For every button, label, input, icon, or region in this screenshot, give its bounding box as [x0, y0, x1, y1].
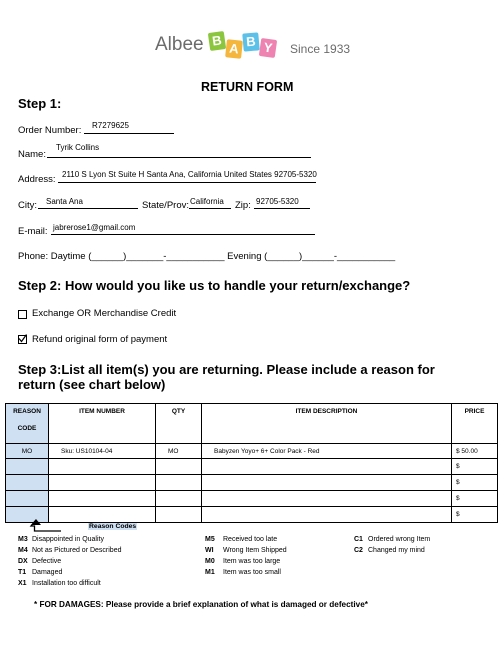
logo-block-b1: B — [208, 31, 226, 51]
email-line — [51, 234, 315, 235]
state-line — [189, 208, 231, 209]
step3-heading-line2: return (see chart below) — [18, 377, 166, 392]
row-description[interactable] — [202, 507, 452, 523]
reason-code-item: M4 Not as Pictured or Described — [18, 547, 122, 554]
address-value[interactable]: 2110 S Lyon St Suite H Santa Ana, California United States 92705-5320 — [62, 170, 317, 179]
city-value[interactable]: Santa Ana — [46, 197, 83, 206]
reason-code-item: DX Defective — [18, 558, 62, 565]
phone-line[interactable]: Phone: Daytime (______)_______-___________ Evening (______)______-___________ — [18, 251, 396, 262]
table-row — [6, 507, 498, 523]
logo-block-b2: B — [242, 32, 260, 51]
table-row — [6, 444, 498, 459]
row-qty[interactable] — [156, 475, 202, 491]
header-qty: QTY — [156, 404, 202, 444]
damages-note: * FOR DAMAGES: Please provide a brief explanation of what is damaged or defective* — [34, 600, 368, 609]
step1-heading: Step 1: — [18, 96, 62, 111]
address-line — [58, 182, 316, 183]
reason-code-item: C2 Changed my mind — [354, 547, 425, 554]
step3-heading-line1: Step 3:List all item(s) you are returning. Please include a reason for — [18, 362, 435, 377]
reason-code-item: WI Wrong Item Shipped — [205, 547, 287, 554]
order-number-value[interactable]: R7279625 — [92, 121, 129, 130]
state-value[interactable]: California — [190, 197, 224, 206]
header-item-description: ITEM DESCRIPTION — [202, 404, 452, 444]
exchange-option-label: Exchange OR Merchandise Credit — [32, 308, 177, 319]
header-reason-code: REASON CODE — [6, 404, 49, 444]
name-label: Name: — [18, 149, 46, 160]
row-item-number[interactable] — [49, 475, 156, 491]
check-mark-icon — [18, 334, 27, 343]
row-item-number[interactable]: Sku: US10104-04 — [49, 444, 156, 459]
row-item-number[interactable] — [49, 491, 156, 507]
row-description[interactable] — [202, 459, 452, 475]
reason-code-item: C1 Ordered wrong Item — [354, 536, 431, 543]
order-number-line — [84, 133, 174, 134]
table-row — [6, 459, 498, 475]
zip-line — [254, 208, 310, 209]
row-price[interactable]: $ — [452, 459, 498, 475]
state-label: State/Prov: — [142, 200, 189, 211]
header-price: PRICE — [452, 404, 498, 444]
city-label: City: — [18, 200, 37, 211]
row-qty[interactable] — [156, 491, 202, 507]
reason-code-item: M5 Received too late — [205, 536, 278, 543]
reason-code-item: T1 Damaged — [18, 569, 63, 576]
up-arrow-icon — [28, 519, 64, 533]
row-qty[interactable] — [156, 507, 202, 523]
return-items-table — [5, 403, 498, 523]
step2-heading: Step 2: How would you like us to handle your return/exchange? — [18, 278, 411, 293]
form-title: RETURN FORM — [201, 80, 294, 94]
row-description[interactable]: Babyzen Yoyo+ 6+ Color Pack - Red — [202, 444, 452, 459]
row-qty[interactable] — [156, 459, 202, 475]
row-price[interactable]: $ — [452, 507, 498, 523]
table-row — [6, 491, 498, 507]
zip-value[interactable]: 92705-5320 — [256, 197, 299, 206]
reason-code-item: M0 Item was too large — [205, 558, 281, 565]
name-line — [47, 157, 311, 158]
row-item-number[interactable] — [49, 459, 156, 475]
row-description[interactable] — [202, 475, 452, 491]
logo-block-y: Y — [259, 38, 277, 58]
row-price[interactable]: $ — [452, 475, 498, 491]
reason-code-item: M3 Disappointed in Quality — [18, 536, 104, 543]
row-reason-code[interactable]: MO — [6, 444, 49, 459]
email-label: E-mail: — [18, 226, 48, 237]
row-price[interactable]: $ 50.00 — [452, 444, 498, 459]
refund-checkbox[interactable] — [18, 335, 27, 344]
table-row — [6, 475, 498, 491]
email-value[interactable]: jabrerose1@gmail.com — [53, 223, 136, 232]
name-value[interactable]: Tyrik Collins — [56, 143, 100, 152]
refund-option-label: Refund original form of payment — [32, 334, 168, 345]
row-price[interactable]: $ — [452, 491, 498, 507]
table-header-row — [6, 404, 498, 444]
brand-since: Since 1933 — [290, 42, 351, 56]
city-line — [38, 208, 138, 209]
reason-codes-title: Reason Codes — [89, 523, 137, 530]
header-item-number: ITEM NUMBER — [49, 404, 156, 444]
row-qty[interactable]: MO — [156, 444, 202, 459]
row-reason-code[interactable] — [6, 475, 49, 491]
address-label: Address: — [18, 174, 56, 185]
logo-block-a: A — [225, 39, 243, 59]
row-item-number[interactable] — [49, 507, 156, 523]
reason-code-item: M1 Item was too small — [205, 569, 281, 576]
row-description[interactable] — [202, 491, 452, 507]
row-reason-code[interactable] — [6, 459, 49, 475]
exchange-checkbox[interactable] — [18, 310, 27, 319]
brand-name: Albee — [155, 34, 204, 55]
order-number-label: Order Number: — [18, 125, 82, 136]
reason-code-item: X1 Installation too difficult — [18, 580, 101, 587]
zip-label: Zip: — [235, 200, 251, 211]
row-reason-code[interactable] — [6, 491, 49, 507]
